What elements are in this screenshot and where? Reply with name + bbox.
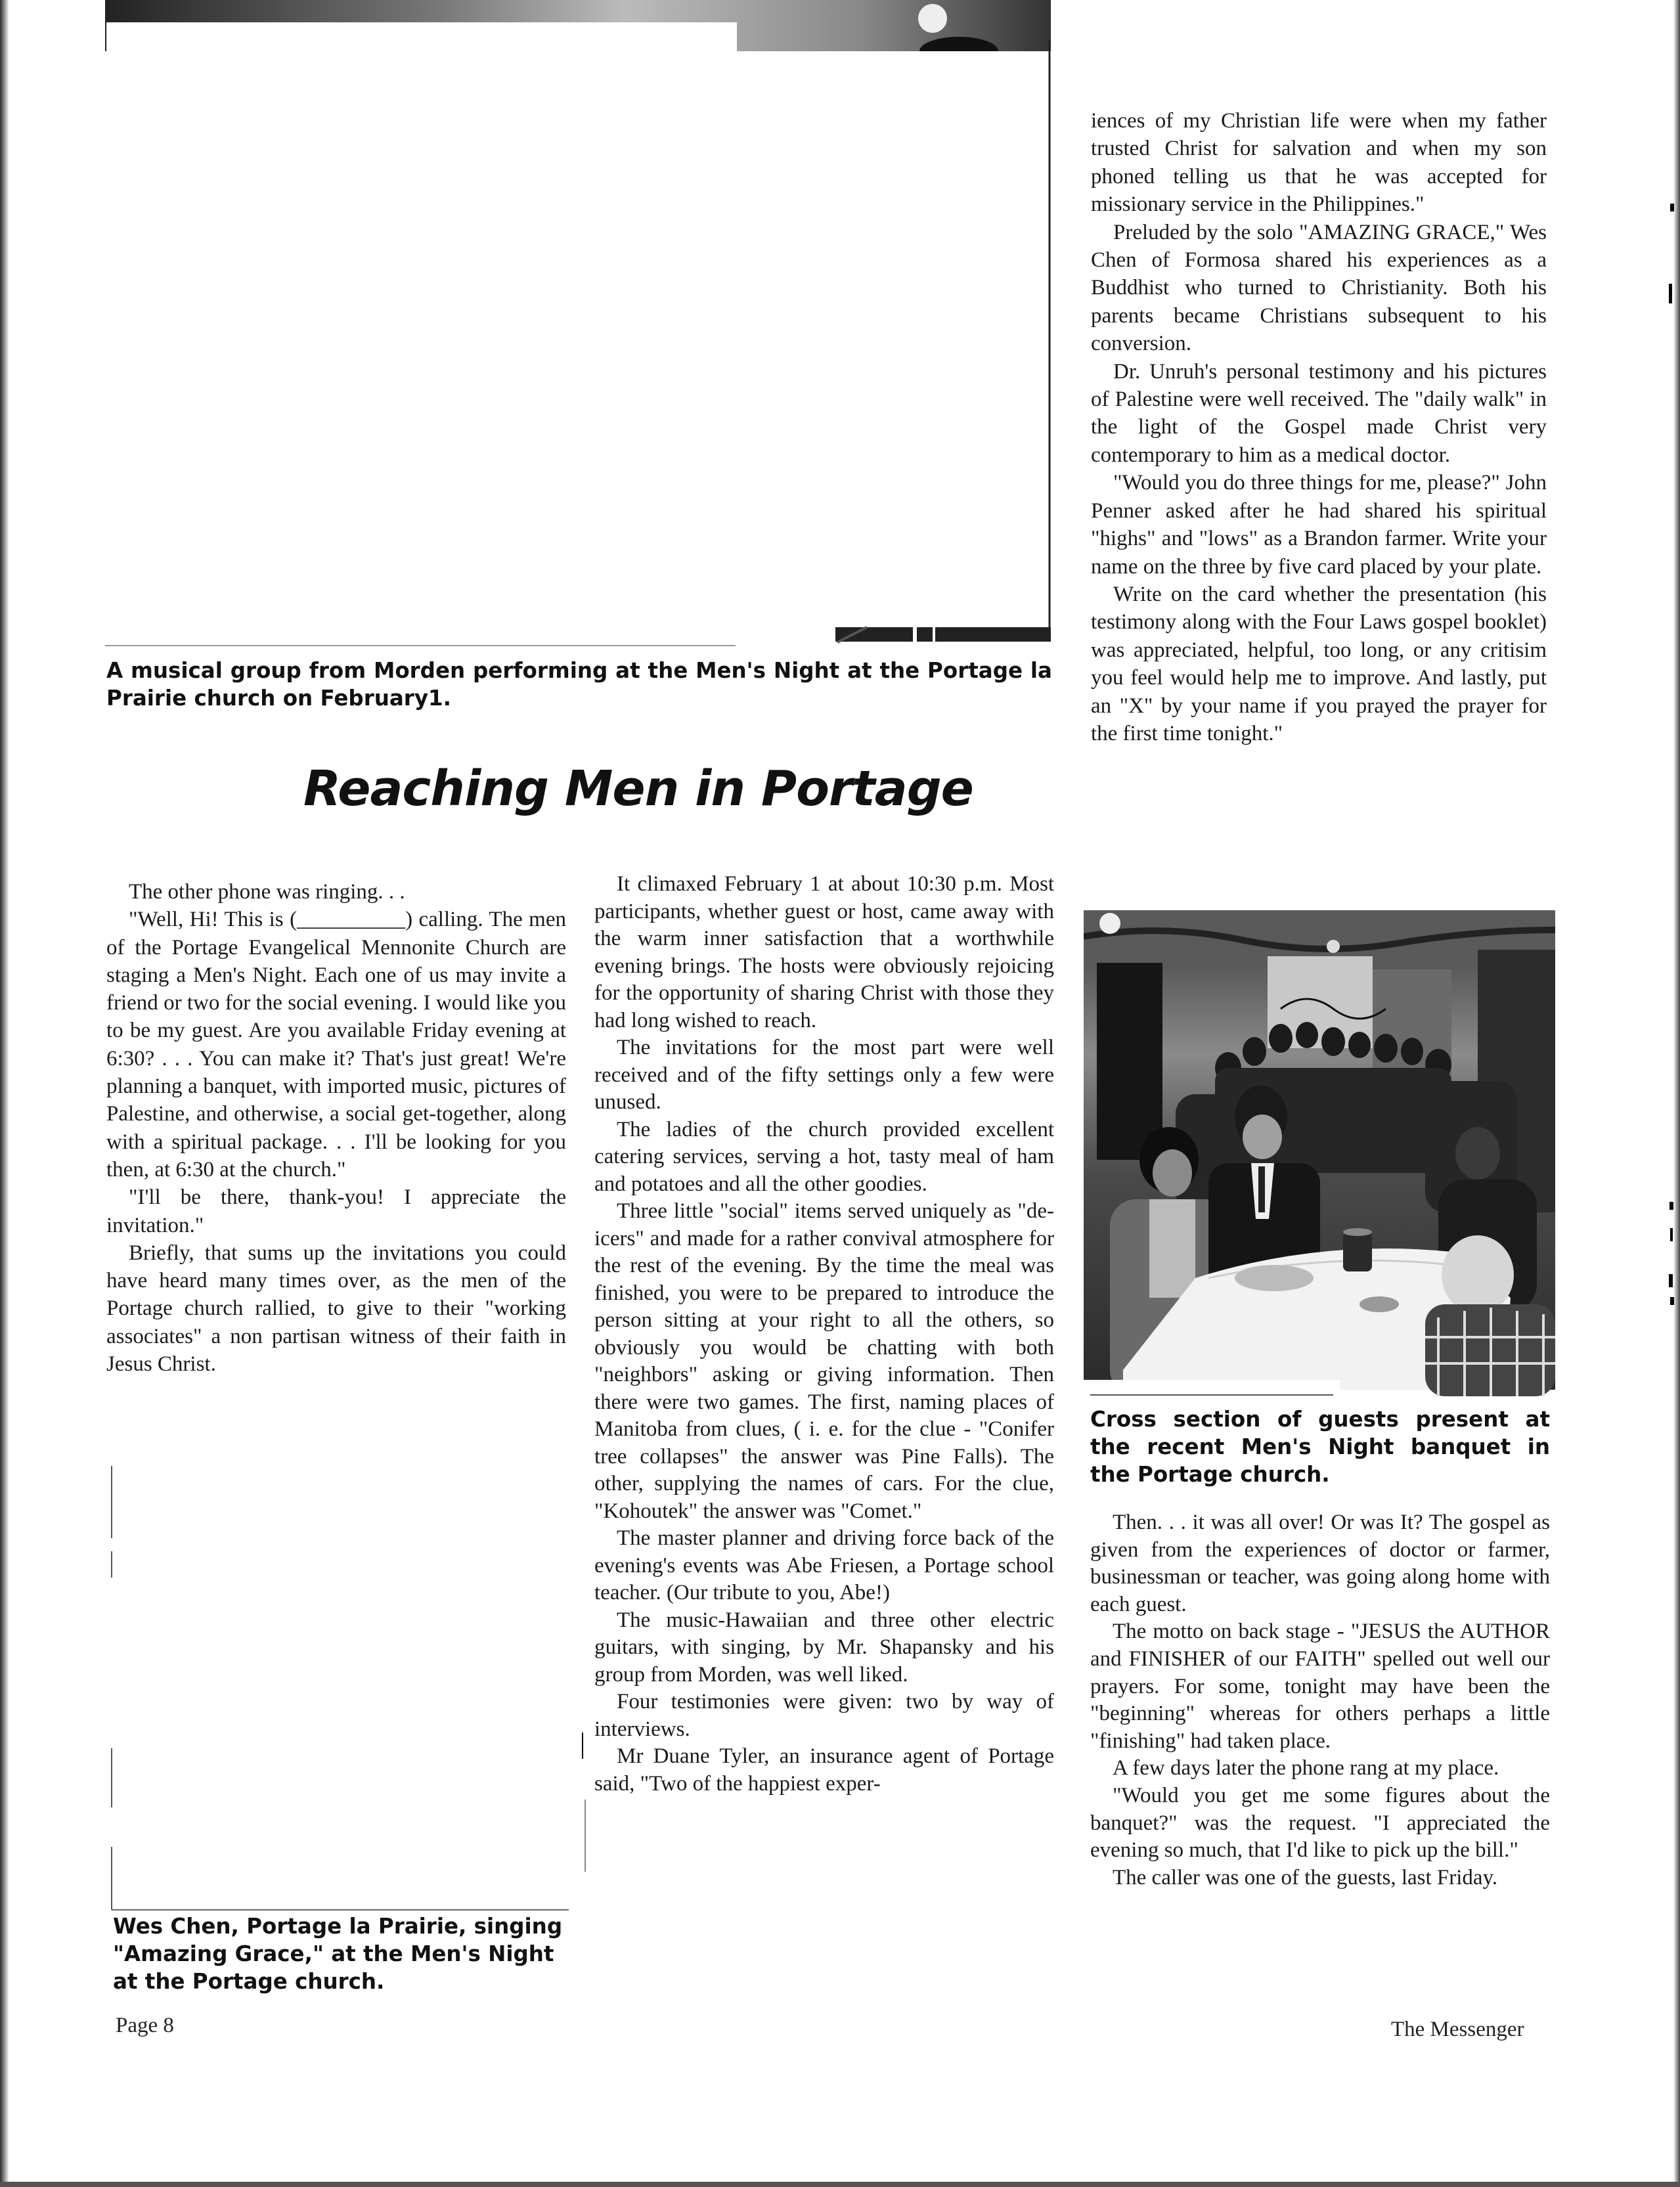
scan-mark bbox=[1670, 1297, 1674, 1305]
paragraph: The caller was one of the guests, last Friday. bbox=[1113, 1865, 1498, 1889]
paragraph: "Would you do three things for me, please?" John Penner asked after he had shared his spiritual "highs" and "lows" as a Brandon farmer. Write your name on the three by five card placed by your plate. bbox=[1091, 471, 1547, 579]
paragraph: It climaxed February 1 at about 10:30 p.m. Most participants, whether guest or host, came away with the warm inner satisfaction that a worthwhile evening brings. The hosts were obviously rejoicing for the opportunity of sharing Christ with those they had long wished to reach. bbox=[594, 872, 1054, 1032]
wes-chen-caption: Wes Chen, Portage la Prairie, singing "Amazing Grace," at the Men's Night at the Portage church. bbox=[113, 1914, 563, 1994]
paragraph: "Would you get me some figures about the banquet?" was the request. "I appreciated the evening so much, that I'd like to pick up the bill." bbox=[1090, 1783, 1550, 1863]
scan-edge-bottom bbox=[0, 2182, 1680, 2187]
article-column-3-top bbox=[1091, 107, 1547, 747]
scan-edge-right bbox=[1673, 0, 1680, 2187]
top-photo-graphic bbox=[105, 0, 1051, 647]
scan-edge-left bbox=[0, 0, 9, 2187]
scan-mark bbox=[1669, 284, 1672, 303]
paragraph: Then. . . it was all over! Or was It? The gospel as given from the experiences of doctor or farmer, businessman or teacher, was going along home with each guest. bbox=[1090, 1511, 1550, 1616]
paragraph: "I'll be there, thank-you! I appreciate the invitation." bbox=[106, 1185, 566, 1237]
article-column-3-bottom bbox=[1090, 1509, 1550, 1891]
paragraph: Write on the card whether the presentation (his testimony along with the Four Laws gospel booklet) was appreciated, helpful, too long, or any critisim you feel would help me to improve. And lastly, put an "X" by your name if you prayed the prayer for the first time tonight." bbox=[1091, 582, 1547, 745]
paragraph: iences of my Christian life were when my father trusted Christ for salvation and when my son phoned telling us that he was accepted for missionary service in the Philippines." bbox=[1091, 109, 1547, 217]
wes-chen-photo bbox=[110, 1466, 570, 1911]
paragraph: The invitations for the most part were well received and of the fifty settings only a few were unused. bbox=[594, 1036, 1054, 1114]
banquet-photo-caption: Cross section of guests present at the recent Men's Night banquet in the Portage church. bbox=[1090, 1407, 1550, 1487]
column-rule bbox=[585, 1800, 586, 1872]
column-rule bbox=[582, 1733, 583, 1759]
article-title: Reaching Men in Portage bbox=[303, 761, 973, 817]
paragraph: Mr Duane Tyler, an insurance agent of Portage said, "Two of the happiest exper- bbox=[594, 1744, 1054, 1796]
scan-mark bbox=[1669, 1274, 1673, 1287]
wes-chen-photo-graphic bbox=[110, 1466, 570, 1911]
paragraph: Briefly, that sums up the invitations you could have heard many times over, as the men of the Portage church rallied, to give to their "working associates" a non partisan witness of their faith in Jesus Christ. bbox=[106, 1241, 566, 1377]
scan-mark bbox=[1670, 204, 1674, 211]
scan-mark bbox=[1670, 1228, 1673, 1241]
top-photo-caption: A musical group from Morden performing at the Men's Night at the Portage la Prairie church on February1. bbox=[106, 658, 1052, 711]
paragraph: The motto on back stage - "JESUS the AUTHOR and FINISHER of our FAITH" spelled out well our prayers. For some, tonight may have been the "beginning" whereas for others perhaps a little "finishing" had taken place. bbox=[1090, 1620, 1550, 1753]
banquet-photo bbox=[1084, 910, 1555, 1396]
paragraph: "Well, Hi! This is (__________) calling. The men of the Portage Evangelical Mennonite Church are staging a Men's Night. Each one of us may invite a friend or two for the social evening. I would like you to be my guest. Are you available Friday evening at 6:30? . . . You can make it? That's just great! We're planning a banquet, with imported music, pictures of Palestine, and otherwise, a social get-together, along with a spiritual package. . . I'll be looking for you then, at 6:30 at the church." bbox=[106, 908, 566, 1182]
paragraph: Dr. Unruh's personal testimony and his pictures of Palestine were well received. The "daily walk" in the light of the Gospel made Christ very contemporary to him as a medical doctor. bbox=[1091, 359, 1547, 467]
paragraph: The master planner and driving force back of the evening's events was Abe Friesen, a Portage school teacher. (Our tribute to you, Abe!) bbox=[594, 1526, 1054, 1604]
article-column-2 bbox=[594, 871, 1054, 1798]
paragraph: Preluded by the solo "AMAZING GRACE," Wes Chen of Formosa shared his experiences as a Buddhist who turned to Christianity. Both his parents became Christians subsequent to his conversion. bbox=[1091, 220, 1547, 356]
paragraph: Four testimonies were given: two by way of interviews. bbox=[594, 1690, 1054, 1741]
banquet-photo-graphic bbox=[1084, 910, 1555, 1396]
paragraph: The music-Hawaiian and three other electric guitars, with singing, by Mr. Shapansky and his group from Morden, was well liked. bbox=[594, 1608, 1054, 1687]
paragraph: The ladies of the church provided excellent catering services, serving a hot, tasty meal of ham and potatoes and all the other goodies. bbox=[594, 1117, 1054, 1196]
page-number: Page 8 bbox=[116, 2014, 174, 2037]
paragraph: Three little "social" items served uniquely as "de- icers" and made for a rather convival atmosphere for the rest of the evening. By the time the meal was finished, you were to be prepared to introduce the person sitting at your right to all the others, so obviously you would be chatting with both "neighbors" asking or giving information. Then there were two games. The first, naming places of Manitoba from clues, ( i. e. for the clue - "Conifer tree collapses" the answer was Pine Falls). The other, supplying the names of cars. For the clue, "Kohoutek" the answer was "Comet." bbox=[594, 1199, 1054, 1523]
paragraph: A few days later the phone rang at my place. bbox=[1113, 1756, 1499, 1780]
paragraph: The other phone was ringing. . . bbox=[129, 880, 405, 904]
top-photo bbox=[105, 0, 1051, 647]
publication-name: The Messenger bbox=[1391, 2018, 1524, 2041]
scan-mark bbox=[1669, 1202, 1673, 1210]
article-column-1 bbox=[106, 878, 566, 1378]
